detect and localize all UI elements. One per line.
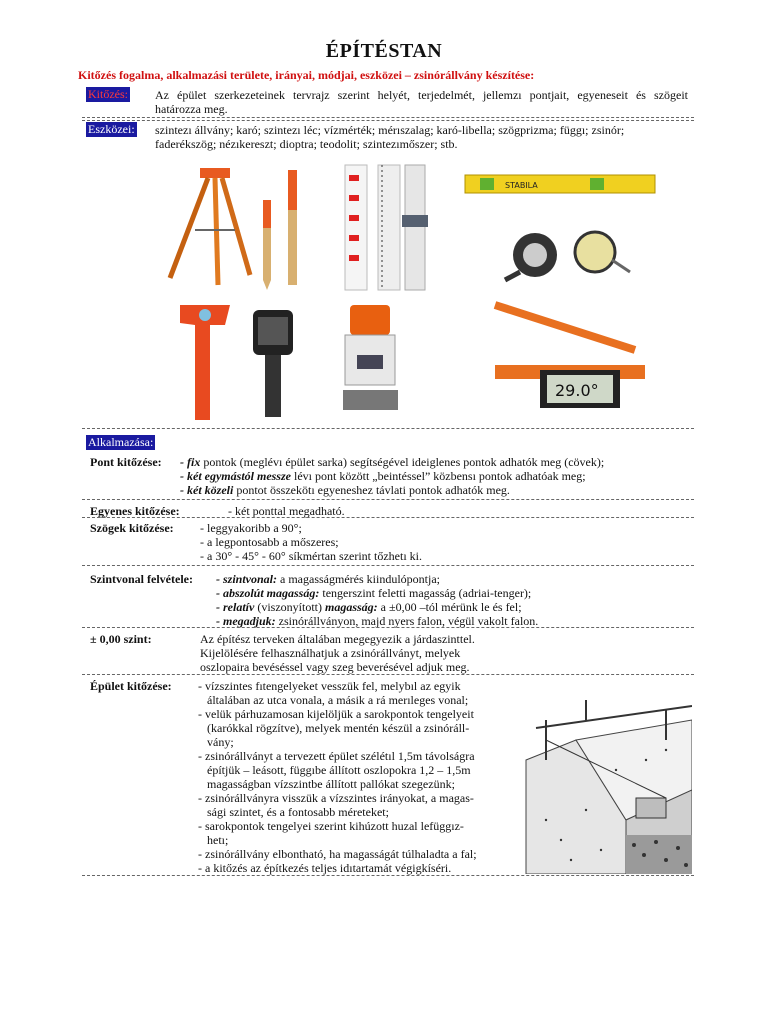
szintvonal-text: - szintvonal: a magasságmérés kiindulópontja; - abszolút magasság: tengerszint feletti magasság (adriai-tenger); - relatív (viszonyított) magasság: a ±0,00 –tól mérünk le és fel; - megadjuk: zsinórállványon, majd nyers falon, végül vakolt falon. bbox=[216, 572, 539, 628]
epulet-kitozese-list bbox=[198, 679, 508, 875]
divider bbox=[82, 517, 694, 518]
theodolite-illustration bbox=[343, 305, 398, 410]
eszkozei-line-1: szintezı állvány; karó; szintezı léc; vízmérték; mérıszalag; karó-libella; szögprizma; függı; zsinór; bbox=[155, 123, 625, 137]
nulla-szint-text: Az építész terveken általában megegyezik a járdaszinttel. Kijelölésére felhasználhatjuk a zsinórállványt, melyek oszlopaira bevéséssel vagy szeg beverésével adjuk meg. bbox=[200, 632, 475, 674]
divider bbox=[82, 627, 694, 628]
kitozes-tag: Kitőzés: bbox=[88, 87, 128, 101]
protractor-display: 29.0° bbox=[555, 381, 599, 400]
list-item: (karókkal rögzítve), melyek mentén készül a zsinóráll- bbox=[198, 721, 470, 735]
section-subtitle: Kitőzés fogalma, alkalmazási területe, irányai, módjai, eszközei – zsinórállvány készítése: bbox=[78, 68, 535, 82]
list-item: sági szintet, és a fontosabb méreteket; bbox=[198, 805, 389, 819]
optical-square-illustration bbox=[253, 310, 293, 417]
staff-bubble-illustration bbox=[180, 305, 230, 420]
divider bbox=[82, 117, 694, 118]
kitozes-line-1: Az épület szerkezeteinek tervrajz szerint helyét, terjedelmét, jellemzı pontjait, egyeneseit és szögeit bbox=[155, 88, 688, 102]
epulet-kitozese-label: Épület kitőzése: bbox=[90, 679, 172, 693]
list-item: - zsinórállvány elbontható, ha magasságát túlhaladta a fal; bbox=[198, 847, 477, 861]
eszkozei-tag: Eszközei: bbox=[88, 122, 135, 136]
list-item: építjük – leásott, függıbe állított oszlopokra 1,2 – 1,5m bbox=[198, 763, 471, 777]
stakes-illustration bbox=[263, 170, 297, 290]
spirit-level-brand: STABILA bbox=[505, 181, 538, 190]
list-item: általában az utca vonala, a másik a rá merıleges vonal; bbox=[198, 693, 469, 707]
tools-illustrations-row-1 bbox=[160, 160, 660, 295]
kitozes-definition bbox=[155, 88, 688, 116]
egyenes-kitozese-label: Egyenes kitőzése: bbox=[90, 504, 180, 518]
divider bbox=[82, 565, 694, 566]
pont-kitozese-label: Pont kitőzése: bbox=[90, 455, 162, 469]
alkalmazasa-tag: Alkalmazása: bbox=[88, 435, 154, 449]
szintvonal-label: Szintvonal felvétele: bbox=[90, 572, 193, 586]
tape-measure-illustration bbox=[505, 232, 630, 280]
szogek-kitozese-text: - leggyakoribb a 90°; - a legpontosabb a mőszeres; - a 30° - 45° - 60° síkmértan szerint tőzhetı ki. bbox=[200, 521, 423, 563]
tripod-illustration bbox=[170, 168, 250, 285]
list-item: - sarokpontok tengelyei szerint kihúzott huzal lefüggız- bbox=[198, 819, 464, 833]
list-item: magasságban vízszintbe állított pallókat szegezünk; bbox=[198, 777, 455, 791]
eszkozei-list bbox=[155, 123, 624, 151]
divider bbox=[82, 875, 694, 876]
digital-protractor-illustration bbox=[495, 305, 645, 408]
list-item: - velük párhuzamosan kijelöljük a sarokpontok tengelyeit bbox=[198, 707, 474, 721]
list-item: - vízszintes fıtengelyeket vesszük fel, melybıl az egyik bbox=[198, 679, 461, 693]
foundation-excavation-illustration bbox=[516, 700, 692, 874]
eszkozei-line-2: faderékszög; nézıkereszt; dioptra; teodolit; szintezımőszer; stb. bbox=[155, 137, 458, 151]
list-item: hetı; bbox=[198, 833, 229, 847]
list-item: - zsinórállványt a tervezett épület szélétıl 1,5m távolságra bbox=[198, 749, 475, 763]
list-item: - a kitőzés az építkezés teljes idıtartamát végigkíséri. bbox=[198, 861, 452, 875]
tools-illustrations-row-2 bbox=[165, 295, 660, 425]
egyenes-kitozese-text: - két ponttal megadható. bbox=[228, 504, 345, 518]
divider bbox=[82, 120, 694, 121]
szogek-kitozese-label: Szögek kitőzése: bbox=[90, 521, 174, 535]
list-item: - zsinórállványra visszük a vízszintes irányokat, a magas- bbox=[198, 791, 474, 805]
kitozes-line-2: határozza meg. bbox=[155, 102, 228, 116]
divider bbox=[82, 428, 694, 429]
list-item: vány; bbox=[198, 735, 234, 749]
pont-kitozese-text: - fix pontok (meglévı épület sarka) segítségével ideiglenes pontok adhatók meg (cövek); - két egymástól messze lévı pont között „beintéssel” közbensı pontok adhatóak meg; - két közeli pontot összekötı egyeneshez távlati pontok adhatók meg. bbox=[180, 455, 605, 497]
spirit-level-illustration bbox=[465, 175, 655, 193]
divider bbox=[82, 499, 694, 500]
divider bbox=[82, 674, 694, 675]
nulla-szint-label: ± 0,00 szint: bbox=[90, 632, 152, 646]
levelling-staff-illustration bbox=[345, 165, 428, 290]
page-title: ÉPÍTÉSTAN bbox=[325, 40, 443, 62]
